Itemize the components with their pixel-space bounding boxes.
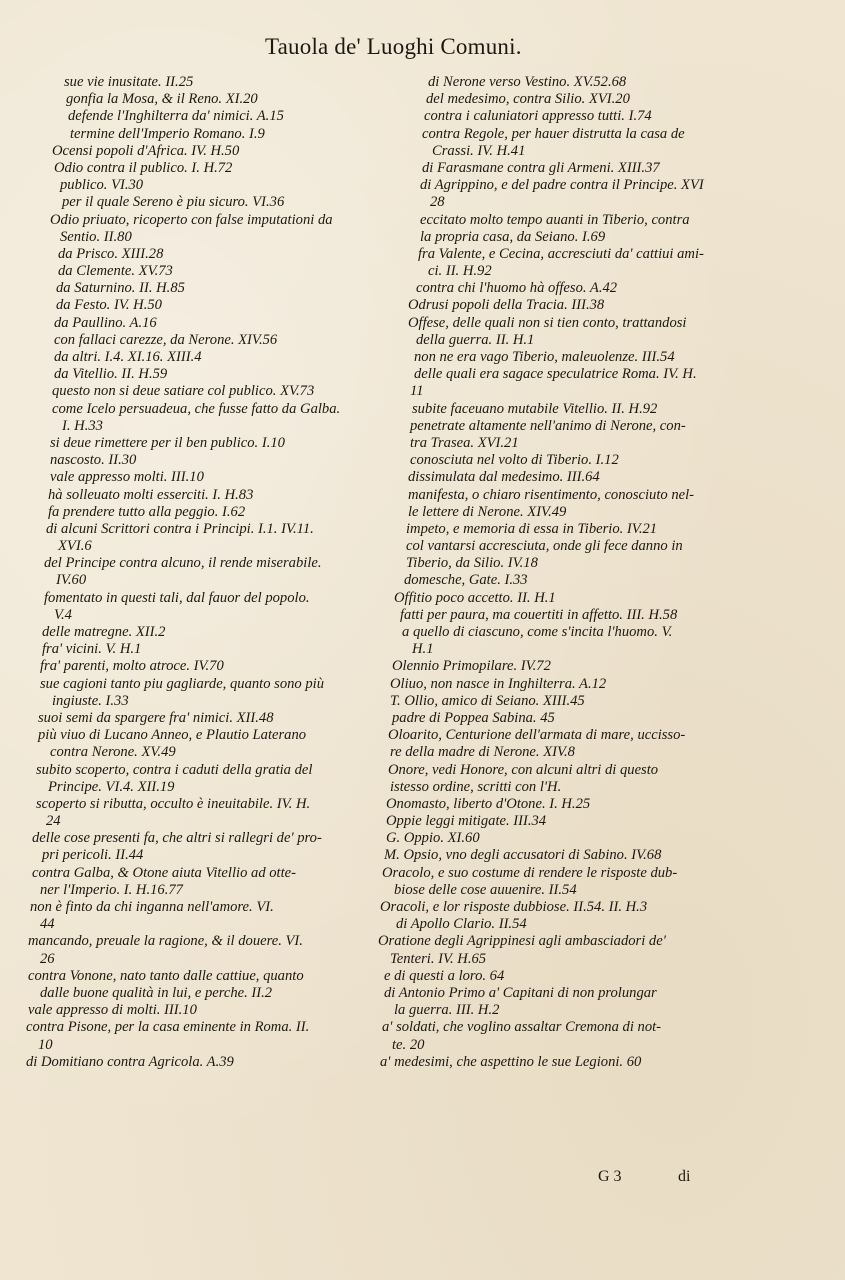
index-entry: 26 — [40, 950, 55, 967]
index-entry: Offitio poco accetto. II. H.1 — [394, 589, 556, 606]
index-entry: contra Vonone, nato tanto dalle cattiue, quanto — [28, 967, 304, 984]
index-entry: subite faceuano mutabile Vitellio. II. H.92 — [412, 400, 658, 417]
index-entry: e di questi a loro. 64 — [384, 967, 505, 984]
index-entry: H.1 — [412, 641, 434, 658]
index-entry: Principe. VI.4. XII.19 — [48, 778, 175, 795]
index-entry: contra Pisone, per la casa eminente in Roma. II. — [26, 1019, 310, 1036]
index-entry: manifesta, o chiaro risentimento, conosciuto nel- — [408, 486, 695, 503]
index-entry: eccitato molto tempo auanti in Tiberio, contra — [420, 211, 690, 228]
index-entry: termine dell'Imperio Romano. I.9 — [70, 125, 265, 142]
index-entry: delle matregne. XII.2 — [42, 624, 166, 640]
index-entry: da Clemente. XV.73 — [58, 263, 173, 280]
index-entry: da Paullino. A.16 — [54, 314, 157, 331]
index-entry: Oracolo, e suo costume di rendere le risposte dub- — [382, 864, 678, 881]
index-entry: te. 20 — [392, 1036, 425, 1053]
right-index-column — [376, 74, 756, 1071]
index-entry: Onore, vedi Honore, con alcuni altri di questo — [388, 761, 659, 778]
index-entry: 24 — [46, 813, 61, 830]
index-entry: hà solleuato molti esserciti. I. H.83 — [48, 486, 254, 503]
index-entry: si deue rimettere per il ben publico. I.10 — [50, 434, 285, 451]
index-entry: Crassi. IV. H.41 — [432, 142, 526, 159]
index-entry: non è finto da chi inganna nell'amore. VI. — [30, 899, 274, 915]
index-entry: penetrate altamente nell'animo di Nerone, con- — [410, 417, 686, 434]
index-entry: non ne era vago Tiberio, maleuolenze. III.54 — [414, 349, 675, 365]
index-entry: di Antonio Primo a' Capitani di non prolungar — [384, 984, 657, 1001]
index-entry: Ocensi popoli d'Africa. IV. H.50 — [52, 142, 240, 159]
index-entry: biose delle cose auuenire. II.54 — [394, 881, 577, 898]
index-entry: fra' parenti, molto atroce. IV.70 — [40, 658, 224, 675]
index-entry: I. H.33 — [62, 417, 103, 434]
catchword: di — [678, 1168, 691, 1185]
index-entry: contra Nerone. XV.49 — [50, 744, 176, 761]
index-entry: contra Regole, per hauer distrutta la casa de — [422, 125, 685, 142]
index-entry: da Prisco. XIII.28 — [58, 245, 164, 262]
index-entry: pri pericoli. II.44 — [42, 847, 144, 864]
index-entry: conosciuta nel volto di Tiberio. I.12 — [410, 452, 619, 469]
index-entry: fra' vicini. V. H.1 — [42, 641, 142, 658]
index-entry: domesche, Gate. I.33 — [404, 572, 528, 589]
index-entry: contra i caluniatori appresso tutti. I.74 — [424, 108, 652, 125]
index-entry: Odio contra il publico. I. H.72 — [54, 159, 233, 176]
index-entry: XVI.6 — [58, 538, 92, 555]
index-entry: da Festo. IV. H.50 — [56, 297, 162, 314]
index-entry: da Saturnino. II. H.85 — [56, 280, 185, 297]
index-entry: della guerra. II. H.1 — [416, 331, 535, 348]
index-entry: ci. II. H.92 — [428, 263, 492, 280]
index-entry: la guerra. III. H.2 — [394, 1002, 500, 1019]
index-entry: dalle buone qualità in lui, e perche. II.2 — [40, 984, 273, 1001]
index-entry: vale appresso molti. III.10 — [50, 469, 204, 486]
index-entry: per il quale Sereno è piu sicuro. VI.36 — [62, 194, 285, 211]
index-entry: contra chi l'huomo hà offeso. A.42 — [416, 280, 618, 297]
index-entry: ner l'Imperio. I. H.16.77 — [40, 881, 183, 898]
index-entry: subito scoperto, contra i caduti della gratia del — [36, 761, 313, 778]
index-entry: Olennio Primopilare. IV.72 — [392, 658, 551, 675]
index-entry: ingiuste. I.33 — [52, 692, 129, 709]
index-entry: 44 — [40, 916, 55, 933]
index-entry: più viuo di Lucano Anneo, e Plautio Laterano — [38, 727, 307, 744]
index-entry: padre di Poppea Sabina. 45 — [392, 709, 555, 726]
index-entry: Oppie leggi mitigate. III.34 — [386, 813, 547, 830]
index-entry: delle cose presenti fa, che altri si rallegri de' pro- — [32, 830, 322, 847]
index-entry: publico. VI.30 — [60, 177, 144, 194]
index-entry: impeto, e memoria di essa in Tiberio. IV.21 — [406, 520, 658, 537]
index-entry: di Agrippino, e del padre contra il Principe. XVI — [420, 177, 704, 194]
index-entry: fatti per paura, ma couertiti in affetto. III. H.58 — [400, 606, 678, 623]
index-entry: tra Trasea. XVI.21 — [410, 434, 519, 451]
index-entry: dissimulata dal medesimo. III.64 — [408, 469, 600, 486]
signature-mark: G 3 — [598, 1168, 622, 1185]
index-entry: a' soldati, che voglino assaltar Cremona di not- — [382, 1019, 662, 1036]
index-entry: le lettere di Nerone. XIV.49 — [408, 503, 567, 520]
index-entry: IV.60 — [56, 572, 87, 589]
index-entry: fra Valente, e Cecina, accresciuti da' cattiui ami- — [418, 245, 704, 262]
index-entry: di alcuni Scrittori contra i Principi. I.1. IV.11. — [46, 520, 314, 537]
left-index-column — [26, 74, 392, 1071]
index-entry: Tenteri. IV. H.65 — [390, 950, 487, 967]
index-entry: di Apollo Clario. II.54 — [396, 916, 527, 933]
index-entry: Oracoli, e lor risposte dubbiose. II.54. II. H.3 — [380, 899, 648, 915]
index-entry: suoi semi da spargere fra' nimici. XII.48 — [38, 709, 274, 726]
index-entry: 10 — [38, 1036, 53, 1053]
index-entry: delle quali era sagace speculatrice Roma. IV. H. — [414, 366, 697, 383]
index-entry: fomentato in questi tali, dal fauor del popolo. — [44, 589, 310, 606]
index-entry: contra Galba, & Otone aiuta Vitellio ad otte- — [32, 864, 297, 881]
index-entry: Oloarito, Centurione dell'armata di mare, uccisso- — [388, 727, 686, 744]
index-entry: con fallaci carezze, da Nerone. XIV.56 — [54, 331, 278, 348]
index-entry: G. Oppio. XI.60 — [386, 830, 480, 847]
index-entry: Odio priuato, ricoperto con false imputationi da — [50, 211, 333, 228]
index-entry: Oratione degli Agrippinesi agli ambasciadori de' — [378, 933, 666, 950]
index-entry: Offese, delle quali non si tien conto, trattandosi — [408, 314, 687, 331]
index-entry: a' medesimi, che aspettino le sue Legioni. 60 — [380, 1053, 642, 1070]
index-entry: sue cagioni tanto piu gagliarde, quanto sono più — [40, 675, 325, 692]
index-entry: Tiberio, da Silio. IV.18 — [406, 555, 538, 572]
index-entry: V.4 — [54, 606, 72, 623]
index-entry: scoperto si ributta, occulto è ineuitabile. IV. H. — [36, 795, 311, 812]
index-entry: Oliuo, non nasce in Inghilterra. A.12 — [390, 675, 607, 692]
index-entry: 11 — [410, 383, 424, 400]
index-entry: del medesimo, contra Silio. XVI.20 — [426, 91, 630, 108]
index-entry: istesso ordine, scritti con l'H. — [390, 778, 562, 795]
index-entry: a quello di ciascuno, come s'incita l'huomo. V. — [402, 624, 673, 640]
index-entry: Onomasto, liberto d'Otone. I. H.25 — [386, 795, 591, 812]
index-entry: Odrusi popoli della Tracia. III.38 — [408, 297, 605, 314]
index-entry: di Nerone verso Vestino. XV.52.68 — [428, 74, 627, 90]
index-entry: come Icelo persuadeua, che fusse fatto da Galba. — [52, 400, 341, 417]
index-entry: mancando, preuale la ragione, & il douere. VI. — [28, 933, 303, 950]
index-entry: re della madre di Nerone. XIV.8 — [390, 744, 575, 761]
index-entry: M. Opsio, vno degli accusatori di Sabino. IV.68 — [384, 847, 662, 864]
index-entry: la propria casa, da Seiano. I.69 — [420, 228, 606, 245]
index-entry: defende l'Inghilterra da' nimici. A.15 — [68, 108, 284, 125]
index-entry: nascosto. II.30 — [50, 452, 137, 469]
index-entry: T. Ollio, amico di Seiano. XIII.45 — [390, 692, 585, 709]
index-entry: gonfia la Mosa, & il Reno. XI.20 — [66, 91, 258, 108]
index-entry: questo non si deue satiare col publico. XV.73 — [52, 383, 315, 400]
index-entry: Sentio. II.80 — [60, 228, 132, 245]
page-title: Tauola de' Luoghi Comuni. — [265, 34, 522, 59]
index-entry: col vantarsi accresciuta, onde gli fece danno in — [406, 538, 683, 555]
index-entry: sue vie inusitate. II.25 — [64, 74, 194, 90]
index-entry: di Domitiano contra Agricola. A.39 — [26, 1053, 234, 1070]
index-entry: del Principe contra alcuno, il rende miserabile. — [44, 555, 322, 572]
index-entry: vale appresso di molti. III.10 — [28, 1002, 197, 1019]
index-entry: di Farasmane contra gli Armeni. XIII.37 — [422, 159, 660, 176]
index-entry: fa prendere tutto alla peggio. I.62 — [48, 503, 246, 520]
index-entry: 28 — [430, 194, 445, 211]
index-entry: da altri. I.4. XI.16. XIII.4 — [54, 349, 202, 365]
index-entry: da Vitellio. II. H.59 — [54, 366, 168, 383]
